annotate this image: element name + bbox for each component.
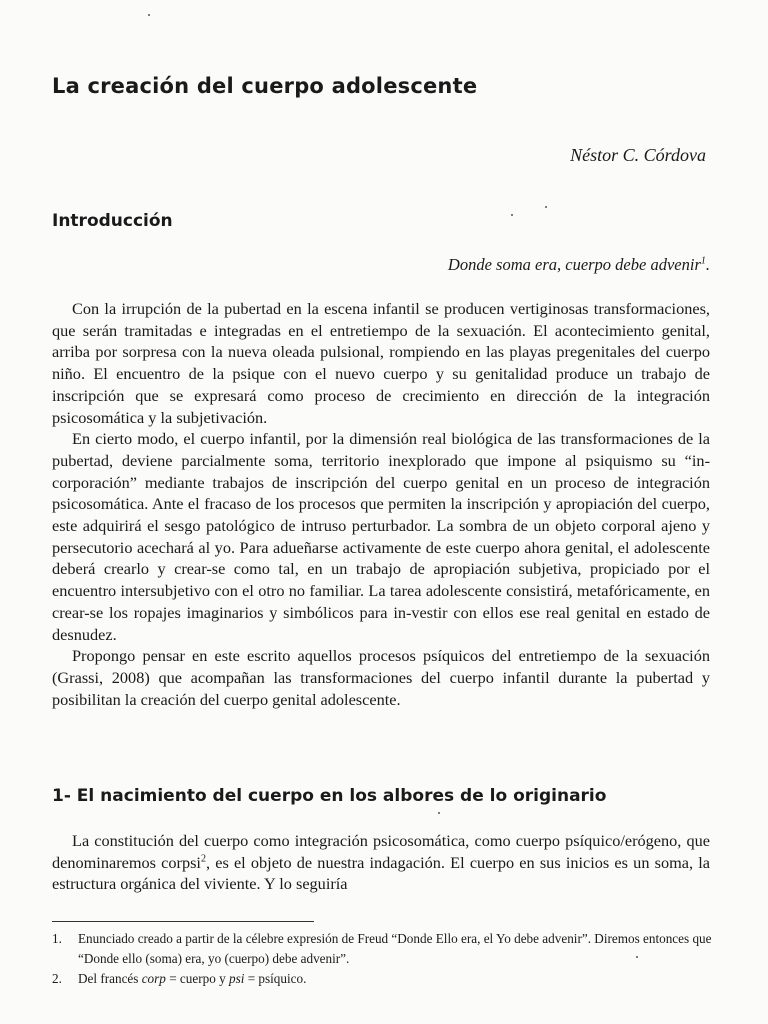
author-name: Néstor C. Córdova: [570, 145, 706, 165]
chapter-title: La creación del cuerpo adolescente: [52, 74, 478, 98]
footnote-term: psi: [229, 971, 245, 986]
footnote-text-part: = cuerpo y: [165, 971, 229, 986]
scan-speck: [438, 812, 440, 814]
paragraph: Propongo pensar en este escrito aquellos procesos psíquicos del entretiempo de la sexuación (Grassi, 2008) que acompañan las transformaciones del cuerpo infantil durante la pubertad y posibilitan la creación del cuerpo genital adolescente.: [52, 646, 710, 709]
scan-speck: [636, 956, 638, 958]
scan-speck: [545, 206, 547, 208]
footnote-divider: [52, 921, 314, 922]
footnote-text-part: = psíquico.: [244, 971, 307, 986]
epigraph-text: Donde soma era, cuerpo debe advenir: [447, 255, 701, 274]
footnote-ref-1[interactable]: 1: [700, 255, 706, 267]
footnote-term: corp: [141, 971, 166, 986]
intro-body: [52, 298, 710, 710]
epigraph: Donde soma era, cuerpo debe advenir$^1$.: [447, 255, 710, 274]
footnote-text-part: Del francés: [78, 971, 142, 986]
section-1-heading: 1- El nacimiento del cuerpo en los albores de lo originario: [52, 786, 607, 806]
paragraph: [52, 830, 710, 895]
footnote-number: 1.: [52, 931, 62, 946]
intro-heading: Introducción: [52, 211, 173, 231]
paragraph: Con la irrupción de la pubertad en la escena infantil se producen vertiginosas transformaciones, que serán tramitadas e integradas en el entretiempo de la sexuación. El acontecimiento genital, arriba por sorpresa con la nueva oleada pulsional, rompiendo en las playas pregenitales del cuerpo niño. El encuentro de la psique con el nuevo cuerpo y su genitalidad produce un trabajo de inscripción que se expresará como proceso de crecimiento en dirección de la integración psicosomática y la subjetivación.: [52, 299, 710, 427]
paragraph: En cierto modo, el cuerpo infantil, por la dimensión real biológica de las transformaciones de la pubertad, deviene parcialmente soma, territorio inexplorado que impone al psiquismo su “in-corporación” mediante trabajos de inscripción del cuerpo genital en un proceso de integración psicosomática. Ante el fracaso de los procesos que permiten la inscripción y apropiación del cuerpo, este adquirirá el sesgo patológico de intruso perturbador. La sombra de un objeto corporal ajeno y persecutorio acechará al yo. Para adueñarse activamente de este cuerpo ahora genital, el adolescente deberá crearlo y crear-se como tal, en un trabajo de apropiación subjetiva, propiciado por el encuentro intersubjetivo con el otro no familiar. La tarea adolescente consistirá, metafóricamente, en crear-se los ropajes imaginarios y simbólicos para in-vestir con ellos ese real genital en estado de desnudez.: [52, 429, 710, 644]
footnote-ref-2[interactable]: 2: [200, 853, 206, 865]
footnotes: [52, 929, 712, 989]
footnote-1: [52, 929, 712, 969]
footnote-text: Enunciado creado a partir de la célebre expresión de Freud “Donde Ello era, el Yo debe advenir”. Diremos entonces que “Donde ello (soma) era, yo (cuerpo) debe advenir”.: [78, 931, 712, 966]
scan-speck: [148, 14, 150, 16]
scan-speck: [511, 214, 513, 216]
paragraph-text: , es el objeto de nuestra indagación. El cuerpo en sus inicios es un soma, la estructura orgánica del viviente. Y lo seguiría: [52, 852, 710, 894]
footnote-2: [52, 969, 712, 989]
footnote-number: 2.: [52, 971, 62, 986]
paragraph-text: La constitución del cuerpo como integración psicosomática, como cuerpo psíquico/erógeno, que denominaremos corpsi: [52, 831, 710, 872]
section-1-body: [52, 830, 710, 895]
footnote-text: [78, 969, 712, 989]
